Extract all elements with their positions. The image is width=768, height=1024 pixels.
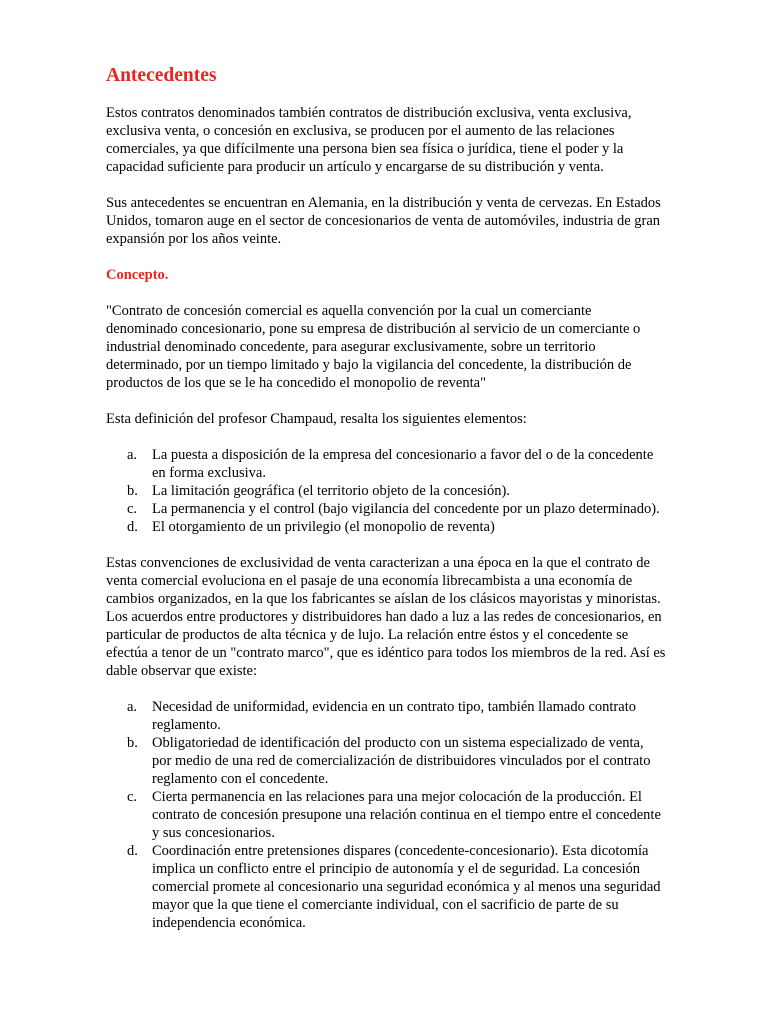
list-item-text: Obligatoriedad de identificación del producto con un sistema especializado de venta, por medio de una red de comercialización de distribuidores vinculados por el contrato reglamento con el concedente. <box>152 735 651 787</box>
list-marker: a. <box>127 447 138 463</box>
page-title: Antecedentes <box>106 65 217 86</box>
list-item-text: La puesta a disposición de la empresa del concesionario a favor del o de la concedente en forma exclusiva. <box>152 447 654 481</box>
list-item-text: Coordinación entre pretensiones dispares (concedente-concesionario). Esta dicotomía implica un conflicto entre el principio de autonomía y el de seguridad. La concesión comercial promete al concesionario una seguridad económica y al menos una seguridad mayor que la que tiene el comerciante individual, con el sacrificio de parte de su independencia económica. <box>152 843 661 931</box>
intro-paragraph-1: Estos contratos denominados también contratos de distribución exclusiva, venta exclusiva, exclusiva venta, o concesión en exclusiva, se producen por el aumento de las relaciones comerciales, ya que difícilmente una persona bien sea física o jurídica, tiene el poder y la capacidad suficiente para producir un artículo y encargarse de su distribución y venta. <box>106 105 632 175</box>
list-marker: a. <box>127 699 138 715</box>
list-item-text: El otorgamiento de un privilegio (el monopolio de reventa) <box>152 519 495 535</box>
intro-paragraph-2: Sus antecedentes se encuentran en Alemania, en la distribución y venta de cervezas. En Estados Unidos, tomaron auge en el sector de concesionarios de venta de automóviles, industria de gran expansión por los años veinte. <box>106 195 661 247</box>
list-item-text: Necesidad de uniformidad, evidencia en un contrato tipo, también llamado contrato reglamento. <box>152 699 636 733</box>
list-marker: c. <box>127 789 138 805</box>
conventions-paragraph: Estas convenciones de exclusividad de venta caracterizan a una época en la que el contrato de venta comercial evoluciona en el pasaje de una economía librecambista a una economía de cambios organizados, en la que los fabricantes se aíslan de los clásicos mayoristas y minoristas. Los acuerdos entre productores y distribuidores han dado a luz a las redes de concesionarios, en particular de productos de alta técnica y de lujo. La relación entre éstos y el concedente se efectúa a tenor de un "contrato marco", que es idéntico para todos los miembros de la red. Así es dable observar que existe: <box>106 555 666 679</box>
list-item-text: La permanencia y el control (bajo vigilancia del concedente por un plazo determinado). <box>152 501 660 517</box>
list-marker: b. <box>127 735 138 751</box>
list-item <box>127 788 666 842</box>
list-item-text: Cierta permanencia en las relaciones para una mejor colocación de la producción. El contrato de concesión presupone una relación continua en el tiempo entre el concedente y sus concesionarios. <box>152 789 661 841</box>
list-item <box>127 734 666 788</box>
list-item <box>127 500 666 518</box>
list-item <box>127 518 666 536</box>
list-item <box>127 446 666 482</box>
section-heading-concepto: Concepto. <box>106 267 169 283</box>
list-item <box>127 482 666 500</box>
elements-list <box>106 446 666 536</box>
list-marker: d. <box>127 519 138 535</box>
features-list <box>106 698 666 932</box>
list-marker: d. <box>127 843 138 859</box>
definition-lead: Esta definición del profesor Champaud, resalta los siguientes elementos: <box>106 411 527 427</box>
list-marker: b. <box>127 483 138 499</box>
list-marker: c. <box>127 501 138 517</box>
list-item <box>127 842 666 932</box>
document-page <box>106 62 666 950</box>
definition-quote: "Contrato de concesión comercial es aquella convención por la cual un comerciante denominado concesionario, pone su empresa de distribución al servicio de un comerciante o industrial denominado concedente, para asegurar exclusivamente, sobre un territorio determinado, por un tiempo limitado y bajo la vigilancia del concedente, la distribución de productos de los que se le ha concedido el monopolio de reventa" <box>106 303 641 391</box>
list-item <box>127 698 666 734</box>
list-item-text: La limitación geográfica (el territorio objeto de la concesión). <box>152 483 510 499</box>
